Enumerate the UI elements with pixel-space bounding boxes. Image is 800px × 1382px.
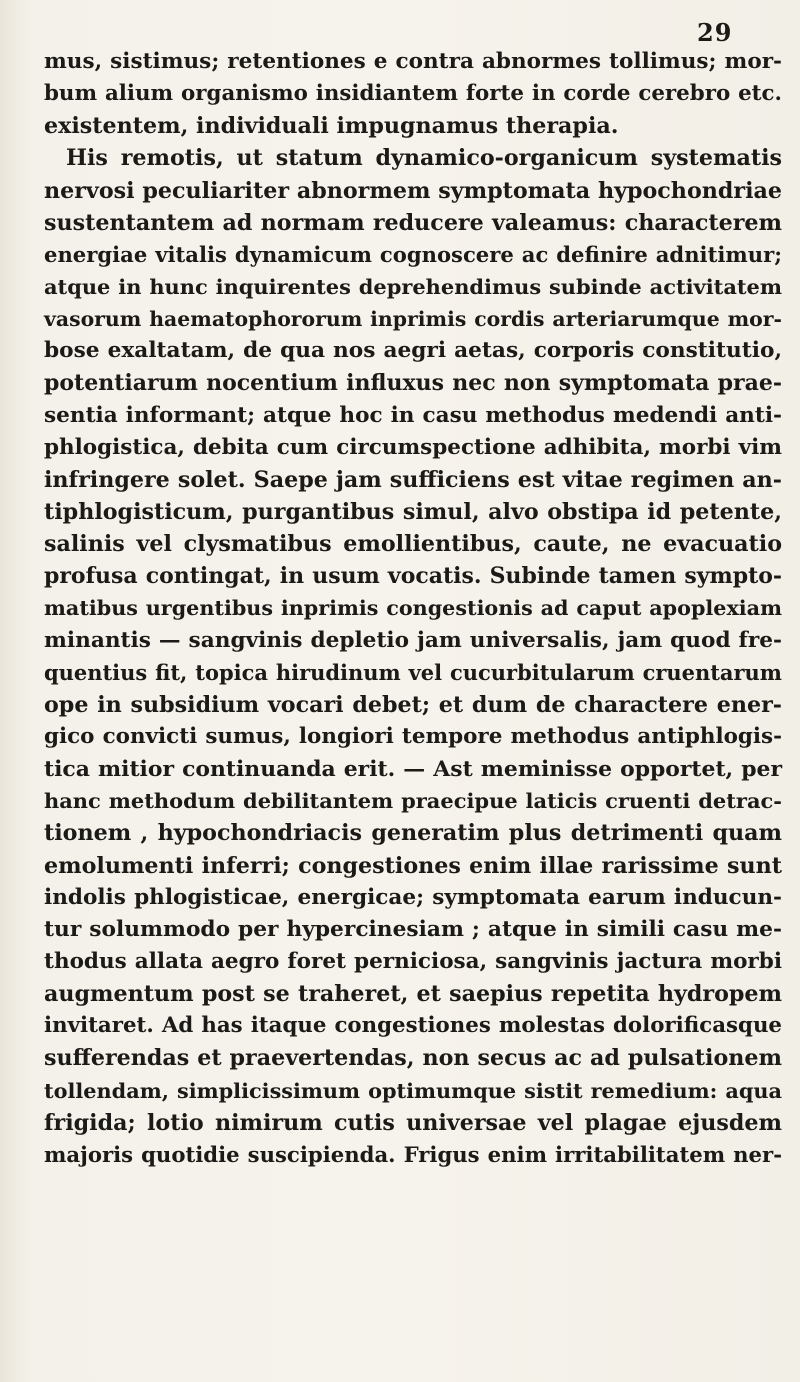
text-line: majoris quotidie suscipienda. Frigus enim irritabilitatem ner- bbox=[44, 1141, 782, 1167]
text-line: bose exaltatam, de qua nos aegri aetas, corporis constitutio, bbox=[44, 338, 782, 364]
text-line: salinis vel clysmatibus emollientibus, caute, ne evacuatio bbox=[44, 531, 782, 558]
text-line: invitaret. Ad has itaque congestiones molestas dolorificasque bbox=[44, 1013, 782, 1039]
text-line: ope in subsidium vocari debet; et dum de charactere ener- bbox=[44, 691, 782, 718]
text-line: tur solummodo per hypercinesiam ; atque in simili casu me- bbox=[44, 916, 782, 942]
text-line: nervosi peculiariter abnormem symptomata hypochondriae bbox=[44, 177, 782, 204]
text-line: minantis — sangvinis depletio jam universalis, jam quod fre- bbox=[44, 627, 782, 653]
text-line: energiae vitalis dynamicum cognoscere ac definire adnitimur; bbox=[44, 241, 782, 267]
text-line: matibus urgentibus inprimis congestionis ad caput apoplexiam bbox=[44, 596, 782, 621]
text-line: sufferendas et praevertendas, non secus ac ad pulsationem bbox=[44, 1045, 782, 1072]
text-line: tiphlogisticum, purgantibus simul, alvo obstipa id petente, bbox=[44, 498, 782, 525]
text-line: augmentum post se traheret, et saepius repetita hydropem bbox=[44, 981, 782, 1008]
text-line: mus, sistimus; retentiones e contra abnormes tollimus; mor- bbox=[44, 49, 782, 74]
text-line: quentius fit, topica hirudinum vel cucurbitularum cruentarum bbox=[44, 659, 782, 685]
text-line: vasorum haematophororum inprimis cordis arteriarumque mor- bbox=[44, 307, 782, 332]
text-line: bum alium organismo insidiantem forte in corde cerebro etc. bbox=[44, 81, 782, 107]
text-line: emolumenti inferri; congestiones enim illae rarissime sunt bbox=[44, 852, 782, 879]
text-line: hanc methodum debilitantem praecipue laticis cruenti detrac- bbox=[44, 788, 782, 814]
text-line: His remotis, ut statum dynamico-organicum systematis bbox=[66, 145, 782, 172]
text-line: infringere solet. Saepe jam sufficiens est vitae regimen an- bbox=[44, 466, 782, 493]
text-line: indolis phlogisticae, energicae; symptomata earum inducun- bbox=[44, 884, 782, 910]
text-line: thodus allata aegro foret perniciosa, sangvinis jactura morbi bbox=[44, 948, 782, 974]
text-line: tionem , hypochondriacis generatim plus detrimenti quam bbox=[44, 820, 782, 847]
text-line: tollendam, simplicissimum optimumque sistit remedium: aqua bbox=[44, 1077, 782, 1103]
text-line: phlogistica, debita cum circumspectione adhibita, morbi vim bbox=[44, 434, 782, 460]
text-line: sustentantem ad normam reducere valeamus: characterem bbox=[44, 209, 782, 236]
text-line: tica mitior continuanda erit. — Ast meminisse opportet, per bbox=[44, 756, 782, 783]
text-line: existentem, individuali impugnamus therapia. bbox=[44, 113, 619, 140]
text-line: atque in hunc inquirentes deprehendimus subinde activitatem bbox=[44, 273, 782, 299]
text-line: potentiarum nocentium influxus nec non symptomata prae- bbox=[44, 370, 782, 397]
text-line: frigida; lotio nimirum cutis universae vel plagae ejusdem bbox=[44, 1109, 782, 1136]
page-number: 29 bbox=[697, 18, 733, 47]
text-line: sentia informant; atque hoc in casu methodus medendi anti- bbox=[44, 402, 782, 428]
body-text bbox=[44, 46, 782, 1171]
text-line: gico convicti sumus, longiori tempore methodus antiphlogis- bbox=[44, 723, 782, 749]
text-line: profusa contingat, in usum vocatis. Subinde tamen sympto- bbox=[44, 563, 782, 590]
